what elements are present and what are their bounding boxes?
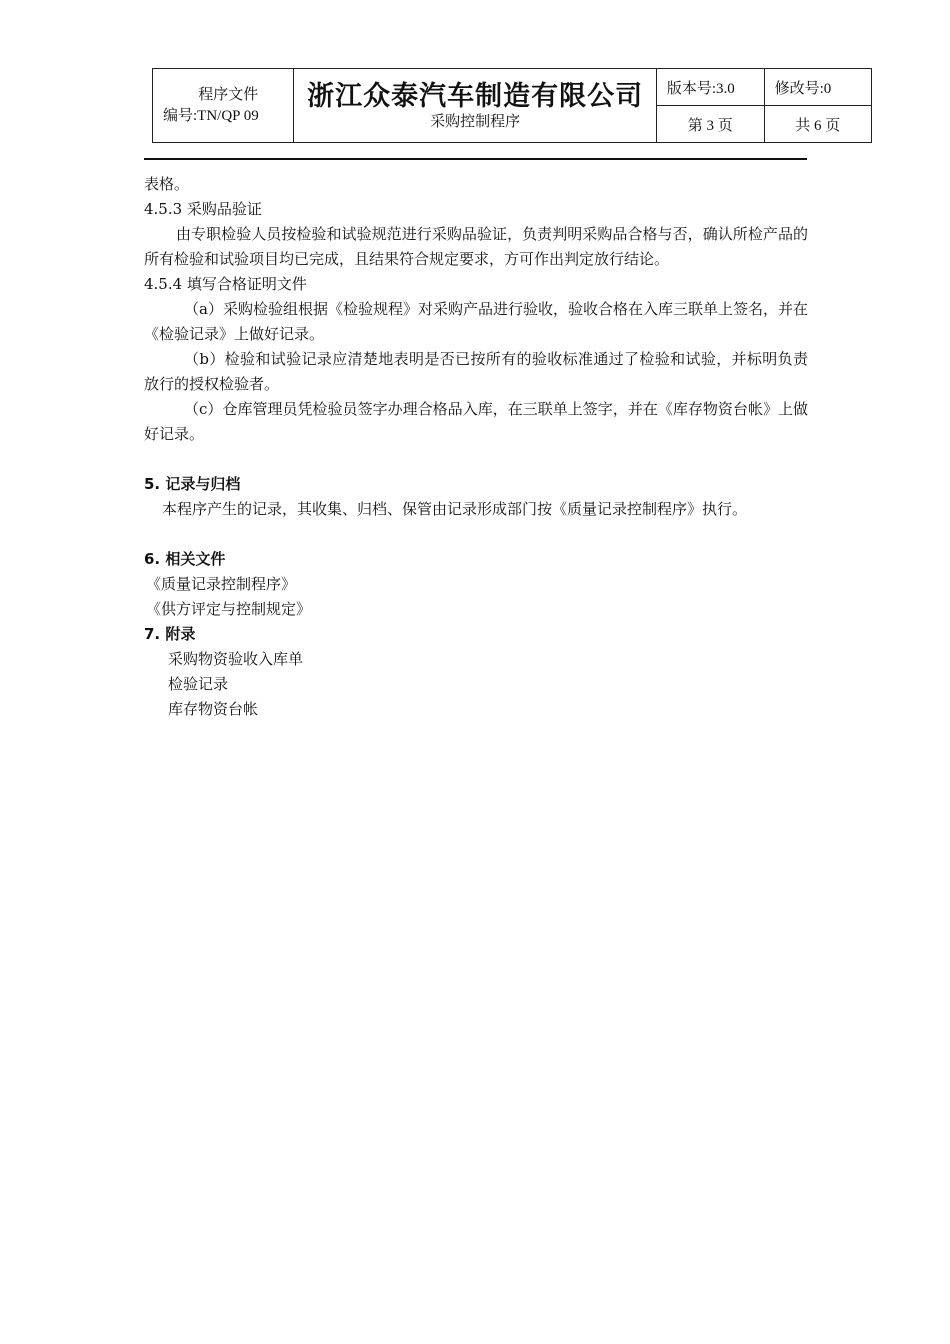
section-5-title: 5. 记录与归档 — [144, 475, 241, 493]
section-4-5-3-text: 由专职检验人员按检验和试验规范进行采购品验证，负责判明采购品合格与否，确认所检产品的所有检验和试验项目均已完成，且结果符合规定要求，方可作出判定放行结论。 — [144, 225, 808, 268]
company-name: 浙江众泰汽车制造有限公司 — [307, 80, 644, 112]
procedure-name: 采购控制程序 — [430, 113, 521, 130]
title-cell — [294, 69, 656, 143]
section-6-title: 6. 相关文件 — [144, 550, 226, 568]
section-4-5-4-item-a: （a）采购检验组根据《检验规程》对采购产品进行验收，验收合格在入库三联单上签名，并在《检验记录》上做好记录。 — [144, 300, 808, 343]
document-header — [152, 68, 872, 143]
spacer — [144, 447, 808, 472]
total-pages-cell: 共 6 页 — [764, 106, 871, 143]
doc-number: 编号:TN/QP 09 — [163, 107, 259, 124]
header-divider — [144, 158, 807, 160]
section-4-5-4-title: 4.5.4 填写合格证明文件 — [144, 275, 307, 293]
section-4-5-4-item-b: （b）检验和试验记录应清楚地表明是否已按所有的验收标准通过了检验和试验，并标明负责放行的授权检验者。 — [144, 350, 808, 393]
section-4-5-3-title: 4.5.3 采购品验证 — [144, 200, 262, 218]
related-doc-item: 《供方评定与控制规定》 — [146, 600, 312, 618]
appendix-item: 采购物资验收入库单 — [168, 650, 304, 668]
doc-info-cell — [153, 69, 294, 143]
version-cell: 版本号:3.0 — [656, 69, 764, 106]
appendix-item: 库存物资台帐 — [168, 700, 259, 718]
section-7-title: 7. 附录 — [144, 625, 196, 643]
section-4-5-4-item-c: （c）仓库管理员凭检验员签字办理合格品入库，在三联单上签字，并在《库存物资台帐》上做好记录。 — [144, 400, 808, 443]
revision-cell: 修改号:0 — [764, 69, 871, 106]
appendix-item: 检验记录 — [168, 675, 229, 693]
spacer — [144, 522, 808, 547]
continuation-line: 表格。 — [144, 175, 190, 193]
doc-type: 程序文件 — [198, 86, 259, 103]
section-5-text: 本程序产生的记录，其收集、归档、保管由记录形成部门按《质量记录控制程序》执行。 — [162, 500, 748, 518]
related-doc-item: 《质量记录控制程序》 — [146, 575, 297, 593]
document-body — [144, 172, 808, 722]
page-number-cell: 第 3 页 — [656, 106, 764, 143]
